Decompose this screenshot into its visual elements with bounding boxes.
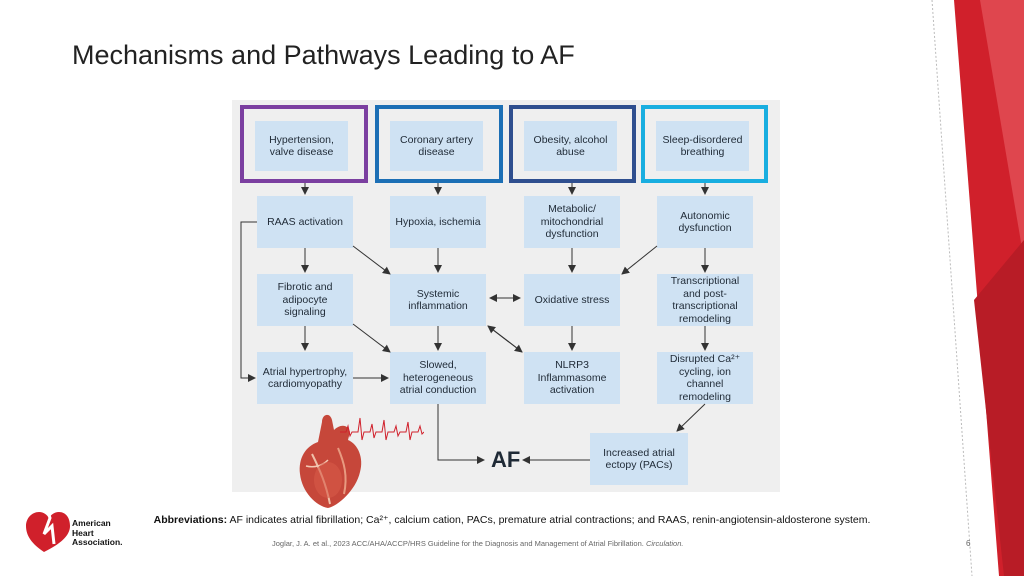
node-autonomic-dysfunction: Autonomic dysfunction bbox=[657, 196, 753, 248]
cause-sleep-disordered-breathing: Sleep-disordered breathing bbox=[656, 121, 749, 171]
cause-coronary-artery-disease: Coronary artery disease bbox=[390, 121, 483, 171]
aha-logo-text: American Heart Association. bbox=[72, 518, 123, 547]
node-oxidative-stress: Oxidative stress bbox=[524, 274, 620, 326]
node-transcriptional-remodeling: Transcriptional and post-transcriptional remodeling bbox=[657, 274, 753, 326]
node-fibrotic-signaling: Fibrotic and adipocyte signaling bbox=[257, 274, 353, 326]
citation bbox=[272, 539, 683, 548]
abbreviations-label: Abbreviations: bbox=[153, 514, 228, 526]
citation-journal: Circulation. bbox=[645, 539, 684, 548]
ecg-trace-icon bbox=[340, 414, 424, 444]
page-number: 6 bbox=[966, 539, 971, 548]
abbreviations-text: AF indicates atrial fibrillation; Ca²⁺, calcium cation, PACs, premature atrial contractions; and RAAS, renin-angiotensin-aldosterone system. bbox=[229, 514, 871, 526]
abbreviations-note bbox=[132, 514, 892, 527]
citation-text: Joglar, J. A. et al., 2023 ACC/AHA/ACCP/HRS Guideline for the Diagnosis and Management of Atrial Fibrillation. bbox=[272, 539, 646, 548]
cause-hypertension: Hypertension, valve disease bbox=[255, 121, 348, 171]
node-metabolic-dysfunction: Metabolic/ mitochondrial dysfunction bbox=[524, 196, 620, 248]
node-atrial-ectopy: Increased atrial ectopy (PACs) bbox=[590, 433, 688, 485]
decorative-red-shapes bbox=[914, 0, 1024, 576]
node-systemic-inflammation: Systemic inflammation bbox=[390, 274, 486, 326]
node-nlrp3-inflammasome: NLRP3 Inflammasome activation bbox=[524, 352, 620, 404]
node-disrupted-ca-cycling: Disrupted Ca²⁺ cycling, ion channel remodeling bbox=[657, 352, 753, 404]
node-hypoxia-ischemia: Hypoxia, ischemia bbox=[390, 196, 486, 248]
cause-obesity-alcohol: Obesity, alcohol abuse bbox=[524, 121, 617, 171]
node-raas-activation: RAAS activation bbox=[257, 196, 353, 248]
node-slowed-conduction: Slowed, heterogeneous atrial conduction bbox=[390, 352, 486, 404]
af-outcome-label: AF bbox=[491, 447, 521, 472]
page-title: Mechanisms and Pathways Leading to AF bbox=[72, 40, 575, 70]
node-atrial-hypertrophy: Atrial hypertrophy, cardiomyopathy bbox=[257, 352, 353, 404]
